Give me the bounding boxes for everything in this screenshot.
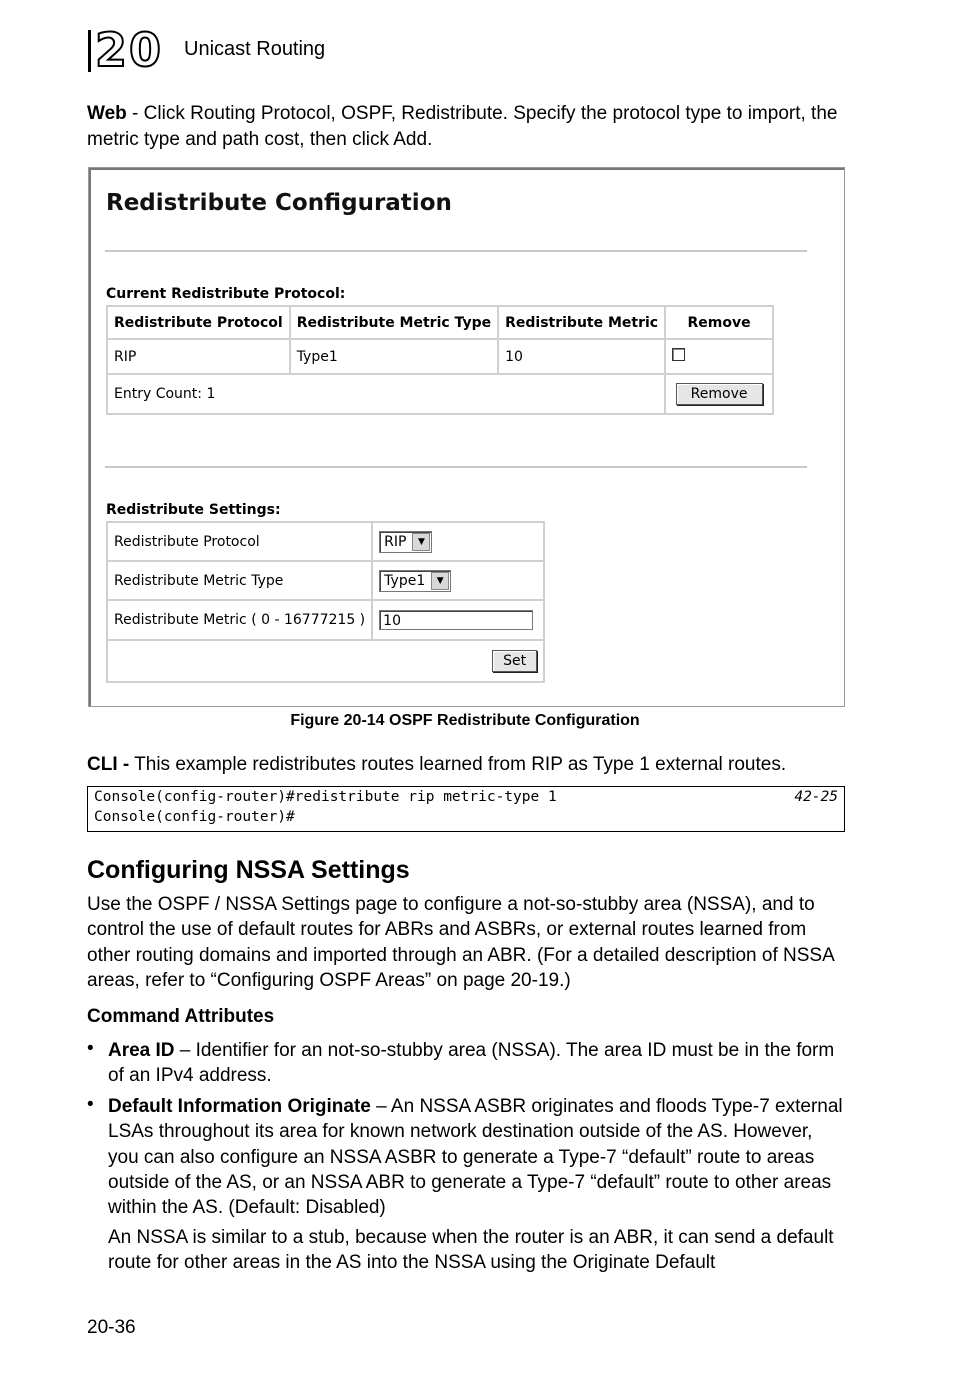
bullet-area-id	[108, 1038, 848, 1089]
section-body: Use the OSPF / NSSA Settings page to configure a not-so-stubby area (NSSA), and to control the use of default routes for ABRs and ASBRs, or external routes learned from other routing domains and imported through an ABR. (For a detailed description of NSSA areas, refer to “Configuring OSPF Areas” on page 20-19.)	[87, 894, 834, 991]
page-number: 20-36	[87, 1317, 136, 1338]
bullet-default-info-originate	[108, 1094, 848, 1220]
code-block	[87, 786, 845, 832]
attributes-heading: Command Attributes	[87, 1006, 275, 1027]
bullet-term: Area ID	[108, 1040, 175, 1061]
section-heading: Configuring NSSA Settings	[87, 856, 410, 884]
chapter-title: Unicast Routing	[184, 38, 326, 60]
dropdown-arrow-icon: ▼	[431, 572, 449, 590]
bullet-icon: •	[87, 1038, 94, 1059]
settings-table	[106, 521, 545, 683]
bullet-description: – An NSSA ASBR originates and floods Type-7 external LSAs throughout its area for known network destination outside of the AS. However, you can also configure an NSSA ASBR to generate a Type-7 “default” route to areas outside of the AS, or an NSSA ABR to generate a Type-7 “default” route to other areas within the AS. (Default: Disabled)	[108, 1096, 843, 1219]
protocol-select[interactable]	[379, 531, 432, 553]
chapter-number: 20	[88, 30, 175, 72]
header-remove: Remove	[665, 306, 773, 339]
metric-type-label: Redistribute Metric Type	[107, 561, 372, 600]
metric-type-select-value: Type1	[384, 572, 426, 589]
code-line: Console(config-router)#redistribute rip metric-type 1	[94, 789, 557, 805]
set-button[interactable]: Set	[492, 650, 537, 672]
figure-title: Redistribute Configuration	[106, 190, 452, 216]
intro-lead: Web	[87, 103, 127, 124]
current-protocol-label: Current Redistribute Protocol:	[106, 286, 346, 302]
header-redistribute-protocol: Redistribute Protocol	[107, 306, 290, 339]
cli-lead: CLI -	[87, 754, 130, 775]
metric-input[interactable]: 10	[379, 610, 533, 630]
remove-button[interactable]: Remove	[676, 383, 763, 405]
cli-text: This example redistributes routes learned from RIP as Type 1 external routes.	[129, 754, 787, 775]
intro-text: - Click Routing Protocol, OSPF, Redistribute. Specify the protocol type to import, the metric type and path cost, then click Add.	[87, 103, 838, 150]
current-protocol-table	[106, 305, 774, 415]
cell-remove	[665, 339, 773, 374]
entry-count: Entry Count: 1	[107, 374, 665, 414]
bullet-description: – Identifier for an not-so-stubby area (NSSA). The area ID must be in the form of an IPv4 address.	[108, 1040, 835, 1087]
metric-type-select[interactable]	[379, 570, 451, 592]
protocol-label: Redistribute Protocol	[107, 522, 372, 561]
bullet-term: Default Information Originate	[108, 1096, 371, 1117]
table-row	[107, 339, 773, 374]
metric-label: Redistribute Metric ( 0 - 16777215 )	[107, 600, 372, 640]
dropdown-arrow-icon: ▼	[412, 533, 430, 551]
command-reference: 42-25	[794, 789, 838, 805]
header-metric-type: Redistribute Metric Type	[290, 306, 498, 339]
cli-paragraph	[87, 752, 847, 778]
remove-checkbox[interactable]	[672, 348, 685, 361]
divider	[105, 466, 807, 468]
figure-caption: Figure 20-14 OSPF Redistribute Configuration	[290, 712, 640, 729]
intro-paragraph	[87, 101, 847, 152]
cell-protocol: RIP	[107, 339, 290, 374]
protocol-select-value: RIP	[384, 533, 407, 550]
divider	[105, 250, 807, 252]
settings-label: Redistribute Settings:	[106, 502, 281, 518]
cell-metric: 10	[498, 339, 665, 374]
cell-metric-type: Type1	[290, 339, 498, 374]
code-line: Console(config-router)#	[94, 809, 295, 825]
continuation-paragraph: An NSSA is similar to a stub, because when the router is an ABR, it can send a default route for other areas in the AS into the NSSA using the Originate Default	[108, 1227, 834, 1274]
bullet-icon: •	[87, 1094, 94, 1115]
header-metric: Redistribute Metric	[498, 306, 665, 339]
